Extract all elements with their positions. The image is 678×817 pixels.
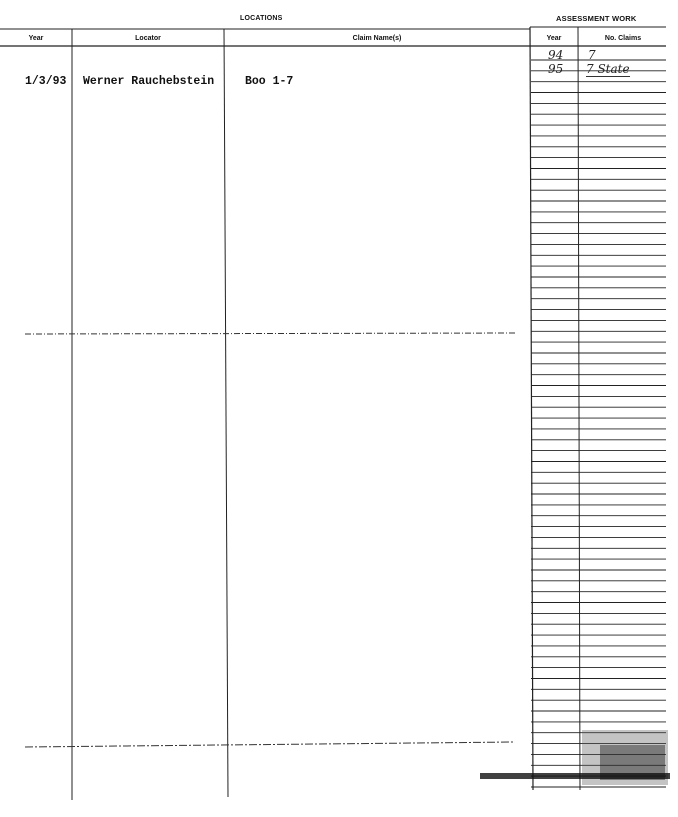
- entry-year: 1/3/93: [25, 75, 67, 88]
- entry-claim-names: Boo 1-7: [245, 75, 294, 88]
- no-claims-column-header: No. Claims: [604, 35, 642, 42]
- assessment-year-2: 95: [548, 62, 564, 76]
- entry-locator: Werner Rauchebstein: [83, 75, 215, 88]
- claim-names-column-header: Claim Name(s): [352, 35, 402, 42]
- assessment-no-claims-1: 7: [588, 48, 596, 62]
- locator-column-header: Locator: [135, 35, 161, 42]
- assessment-work-header: ASSESSMENT WORK: [556, 14, 637, 23]
- assessment-year-column-header: Year: [546, 35, 562, 42]
- assessment-grid-rows: [531, 60, 666, 787]
- assessment-no-claims-2: 7 State: [586, 62, 630, 76]
- locations-header: LOCATIONS: [240, 15, 283, 22]
- year-column-header: Year: [28, 35, 44, 42]
- assessment-year-1: 94: [548, 48, 564, 62]
